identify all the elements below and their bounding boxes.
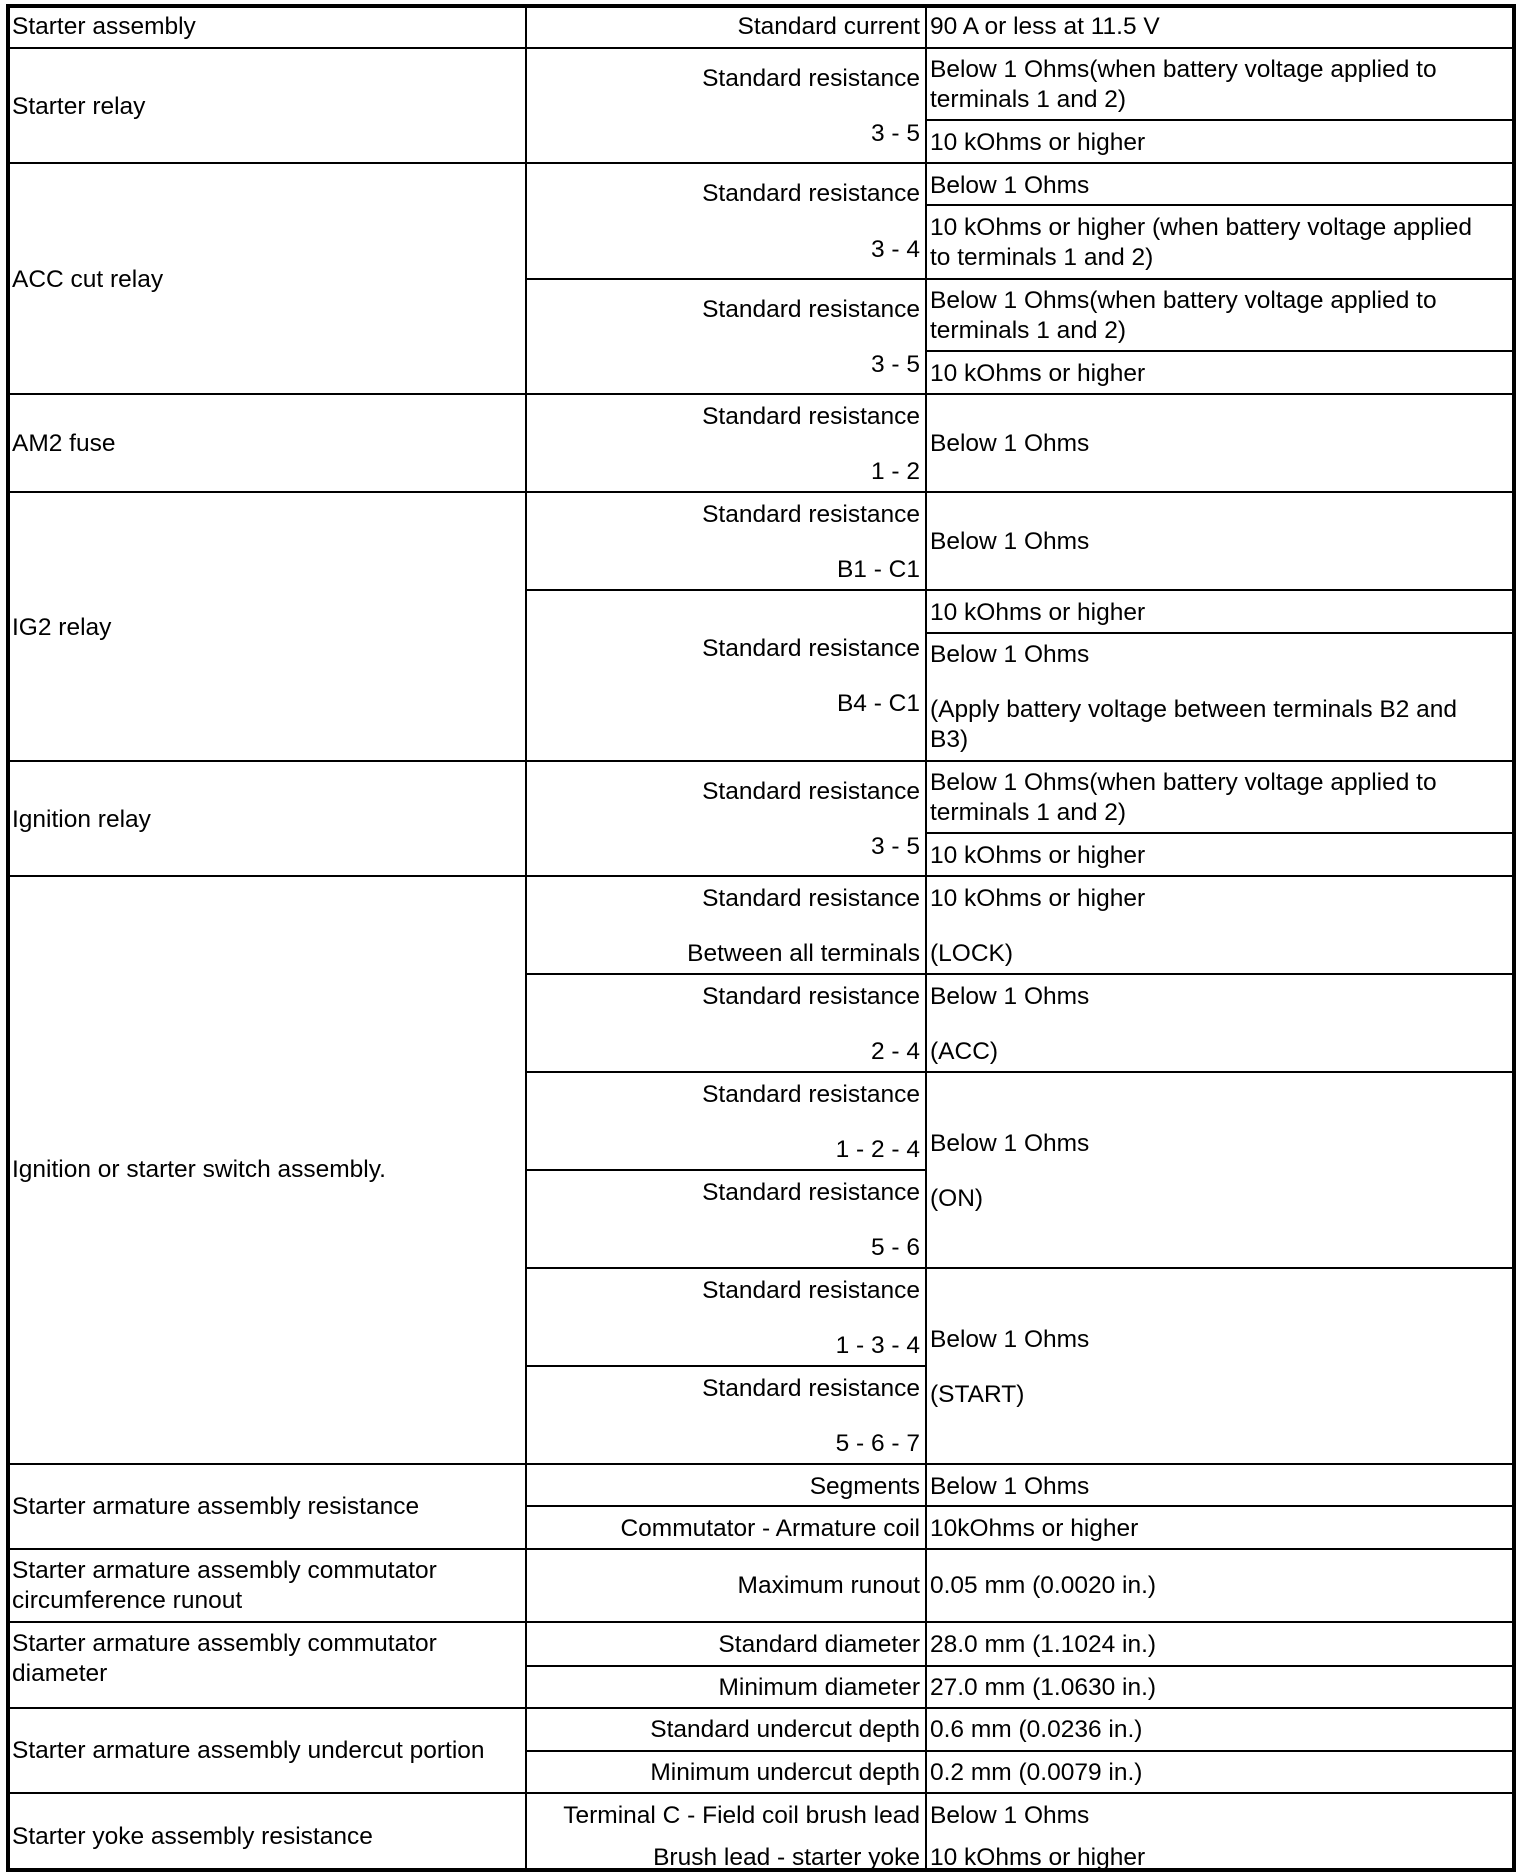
item-armature-undercut: Starter armature assembly undercut portion: [12, 1737, 485, 1764]
cond-armature-undercut-2: Minimum undercut depth: [650, 1759, 920, 1786]
spec-acc-cut-relay-a2: 10 kOhms or higher (when battery voltage applied to terminals 1 and 2): [930, 214, 1473, 271]
cond-starter-relay-1: Standard resistance: [702, 65, 920, 92]
cond-yoke-resistance-2: Brush lead - starter yoke: [653, 1844, 920, 1871]
spec-ig2-relay-b3: (Apply battery voltage between terminals B2 and B3): [930, 696, 1458, 753]
item-ig2-relay: IG2 relay: [12, 614, 112, 641]
cond-switch-lock-1: Standard resistance: [702, 885, 920, 912]
cond-armature-resistance-1: Segments: [809, 1473, 920, 1500]
spec-armature-resistance-1: Below 1 Ohms: [930, 1473, 1090, 1500]
spec-ig2-relay-b1: 10 kOhms or higher: [930, 599, 1146, 626]
spec-switch-start-2: (START): [930, 1381, 1025, 1408]
spec-armature-runout: 0.05 mm (0.0020 in.): [930, 1572, 1157, 1599]
cond-switch-acc-1: Standard resistance: [702, 983, 920, 1010]
spec-armature-diameter-1: 28.0 mm (1.1024 in.): [930, 1631, 1157, 1658]
cond-armature-runout: Maximum runout: [737, 1572, 920, 1599]
cond-switch-on-b2: 5 - 6: [870, 1234, 920, 1261]
cond-armature-undercut-1: Standard undercut depth: [650, 1716, 920, 1743]
cond-ig2-relay-b1: Standard resistance: [702, 635, 920, 662]
spec-ignition-relay-1: Below 1 Ohms(when battery voltage applied to terminals 1 and 2): [930, 769, 1437, 826]
cond-switch-on-a2: 1 - 2 - 4: [835, 1136, 920, 1163]
spec-acc-cut-relay-b1: Below 1 Ohms(when battery voltage applied to terminals 1 and 2): [930, 287, 1437, 344]
spec-acc-cut-relay-a1: Below 1 Ohms: [930, 172, 1090, 199]
cond-am2-fuse-2: 1 - 2: [870, 458, 920, 485]
item-yoke-resistance: Starter yoke assembly resistance: [12, 1823, 373, 1850]
spec-starter-assembly: 90 A or less at 11.5 V: [930, 13, 1160, 40]
cond-switch-on-a1: Standard resistance: [702, 1081, 920, 1108]
cond-ignition-relay-1: Standard resistance: [702, 778, 920, 805]
cond-armature-diameter-1: Standard diameter: [718, 1631, 920, 1658]
item-ignition-switch: Ignition or starter switch assembly.: [12, 1156, 386, 1183]
cond-starter-relay-2: 3 - 5: [870, 120, 920, 147]
spec-acc-cut-relay-b2: 10 kOhms or higher: [930, 360, 1146, 387]
spec-starter-relay-1: Below 1 Ohms(when battery voltage applied to terminals 1 and 2): [930, 56, 1437, 113]
cond-acc-cut-relay-a1: Standard resistance: [702, 180, 920, 207]
spec-switch-acc-2: (ACC): [930, 1038, 999, 1065]
cond-acc-cut-relay-a2: 3 - 4: [870, 236, 920, 263]
spec-switch-start-1: Below 1 Ohms: [930, 1326, 1090, 1353]
spec-armature-undercut-2: 0.2 mm (0.0079 in.): [930, 1759, 1143, 1786]
cond-switch-start-b1: Standard resistance: [702, 1375, 920, 1402]
cond-am2-fuse-1: Standard resistance: [702, 403, 920, 430]
cond-ig2-relay-a1: Standard resistance: [702, 501, 920, 528]
spec-ignition-relay-2: 10 kOhms or higher: [930, 842, 1146, 869]
spec-switch-lock-2: (LOCK): [930, 940, 1014, 967]
spec-switch-acc-1: Below 1 Ohms: [930, 983, 1090, 1010]
item-armature-resistance: Starter armature assembly resistance: [12, 1493, 420, 1520]
spec-armature-resistance-2: 10kOhms or higher: [930, 1515, 1139, 1542]
cond-switch-start-a1: Standard resistance: [702, 1277, 920, 1304]
item-armature-runout: Starter armature assembly commutator circumference runout: [12, 1557, 437, 1614]
spec-starter-relay-2: 10 kOhms or higher: [930, 129, 1146, 156]
cond-ig2-relay-a2: B1 - C1: [836, 556, 920, 583]
cond-switch-start-b2: 5 - 6 - 7: [835, 1430, 920, 1457]
spec-armature-undercut-1: 0.6 mm (0.0236 in.): [930, 1716, 1143, 1743]
spec-yoke-resistance-1: Below 1 Ohms: [930, 1802, 1090, 1829]
cond-armature-diameter-2: Minimum diameter: [718, 1674, 920, 1701]
item-starter-assembly: Starter assembly: [12, 13, 196, 40]
cond-ig2-relay-b2: B4 - C1: [836, 690, 920, 717]
cond-acc-cut-relay-b1: Standard resistance: [702, 296, 920, 323]
item-am2-fuse: AM2 fuse: [12, 430, 116, 457]
cond-yoke-resistance-1: Terminal C - Field coil brush lead: [563, 1802, 920, 1829]
spec-switch-lock-1: 10 kOhms or higher: [930, 885, 1146, 912]
item-acc-cut-relay: ACC cut relay: [12, 266, 164, 293]
cond-switch-start-a2: 1 - 3 - 4: [835, 1332, 920, 1359]
cond-switch-acc-2: 2 - 4: [870, 1038, 920, 1065]
cond-switch-on-b1: Standard resistance: [702, 1179, 920, 1206]
spec-armature-diameter-2: 27.0 mm (1.0630 in.): [930, 1674, 1157, 1701]
spec-yoke-resistance-2: 10 kOhms or higher: [930, 1844, 1146, 1871]
spec-am2-fuse: Below 1 Ohms: [930, 430, 1090, 457]
item-armature-diameter: Starter armature assembly commutator diameter: [12, 1630, 437, 1687]
item-starter-relay: Starter relay: [12, 93, 146, 120]
cond-acc-cut-relay-b2: 3 - 5: [870, 351, 920, 378]
spec-switch-on-2: (ON): [930, 1185, 984, 1212]
item-ignition-relay: Ignition relay: [12, 806, 151, 833]
cond-switch-lock-2: Between all terminals: [687, 940, 920, 967]
cond-ignition-relay-2: 3 - 5: [870, 833, 920, 860]
spec-ig2-relay-b2: Below 1 Ohms: [930, 641, 1090, 668]
spec-switch-on-1: Below 1 Ohms: [930, 1130, 1090, 1157]
cond-armature-resistance-2: Commutator - Armature coil: [620, 1515, 920, 1542]
spec-ig2-relay-a: Below 1 Ohms: [930, 528, 1090, 555]
cond-starter-assembly: Standard current: [737, 13, 920, 40]
